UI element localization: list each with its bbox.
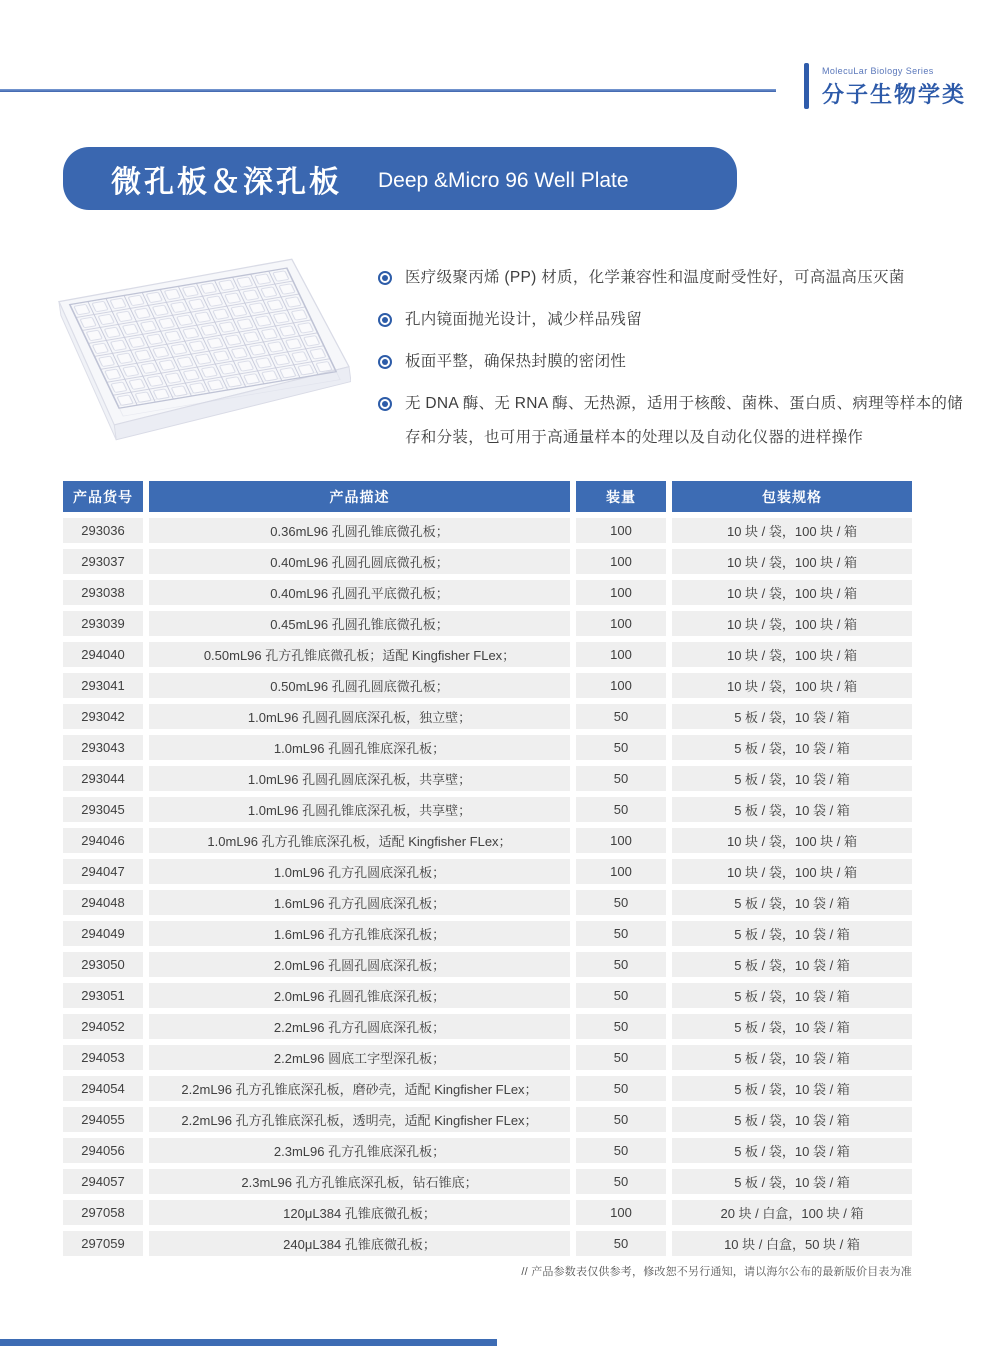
product-code-cell: 293039 [63,611,143,636]
product-desc-cell: 0.36mL96 孔圆孔锥底微孔板； [149,518,570,543]
pack-spec-cell: 5 板 / 袋，10 袋 / 箱 [672,1045,912,1070]
page-footer-bar [0,1339,497,1346]
quantity-cell: 50 [576,766,666,791]
feature-item [378,345,972,379]
product-desc-cell: 0.50mL96 孔圆孔圆底微孔板； [149,673,570,698]
table-body [63,518,912,1256]
quantity-cell: 50 [576,1076,666,1101]
product-desc-cell: 2.3mL96 孔方孔锥底深孔板，钻石锥底； [149,1169,570,1194]
quantity-cell: 50 [576,1045,666,1070]
pack-spec-cell: 10 块 / 袋，100 块 / 箱 [672,549,912,574]
table-row [63,797,912,822]
product-code-cell: 293041 [63,673,143,698]
product-desc-cell: 120μL384 孔锥底微孔板； [149,1200,570,1225]
pack-spec-cell: 20 块 / 白盒，100 块 / 箱 [672,1200,912,1225]
title-banner [63,147,737,210]
quantity-cell: 100 [576,611,666,636]
table-header-row [63,481,912,512]
quantity-cell: 50 [576,1231,666,1256]
pack-spec-cell: 5 板 / 袋，10 袋 / 箱 [672,1107,912,1132]
product-table [63,481,912,1262]
quantity-cell: 100 [576,518,666,543]
product-code-cell: 293036 [63,518,143,543]
table-row [63,890,912,915]
bullet-target-icon [378,271,392,285]
feature-text: 孔内镜面抛光设计，减少样品残留 [405,311,643,328]
product-desc-cell: 240μL384 孔锥底微孔板； [149,1231,570,1256]
table-row [63,580,912,605]
product-desc-cell: 1.6mL96 孔方孔锥底深孔板； [149,921,570,946]
feature-text: 无 DNA 酶、无 RNA 酶、无热源，适用于核酸、菌株、蛋白质、病理等样本的储存和分装，也可用于高通量样本的处理以及自动化仪器的进样操作 [405,395,963,446]
feature-text: 医疗级聚丙烯 (PP) 材质，化学兼容性和温度耐受性好，可高温高压灭菌 [405,269,905,286]
quantity-cell: 100 [576,580,666,605]
table-row [63,1076,912,1101]
pack-spec-cell: 10 块 / 袋，100 块 / 箱 [672,859,912,884]
bullet-target-icon [378,313,392,327]
bullet-target-icon [378,355,392,369]
quantity-cell: 50 [576,797,666,822]
feature-list [378,261,972,463]
product-desc-cell: 2.0mL96 孔圆孔锥底深孔板； [149,983,570,1008]
product-desc-cell: 1.6mL96 孔方孔圆底深孔板； [149,890,570,915]
pack-spec-cell: 5 板 / 袋，10 袋 / 箱 [672,797,912,822]
pack-spec-cell: 5 板 / 袋，10 袋 / 箱 [672,1169,912,1194]
quantity-cell: 50 [576,704,666,729]
product-code-cell: 293044 [63,766,143,791]
pack-spec-cell: 5 板 / 袋，10 袋 / 箱 [672,890,912,915]
pack-spec-cell: 5 板 / 袋，10 袋 / 箱 [672,1014,912,1039]
pack-spec-cell: 10 块 / 袋，100 块 / 箱 [672,642,912,667]
table-row [63,549,912,574]
product-code-cell: 294046 [63,828,143,853]
col-header-description: 产品描述 [149,481,570,512]
quantity-cell: 100 [576,549,666,574]
quantity-cell: 100 [576,1200,666,1225]
table-row [63,983,912,1008]
col-header-product-code: 产品货号 [63,481,143,512]
pack-spec-cell: 5 板 / 袋，10 袋 / 箱 [672,952,912,977]
product-desc-cell: 1.0mL96 孔圆孔圆底深孔板，独立壁； [149,704,570,729]
table-row [63,766,912,791]
pack-spec-cell: 10 块 / 袋，100 块 / 箱 [672,828,912,853]
table-row [63,828,912,853]
product-desc-cell: 1.0mL96 孔圆孔锥底深孔板，共享壁； [149,797,570,822]
product-code-cell: 294056 [63,1138,143,1163]
pack-spec-cell: 5 板 / 袋，10 袋 / 箱 [672,1076,912,1101]
pack-spec-cell: 5 板 / 袋，10 袋 / 箱 [672,1138,912,1163]
col-header-packaging: 包装规格 [672,481,912,512]
pack-spec-cell: 5 板 / 袋，10 袋 / 箱 [672,983,912,1008]
product-image [55,250,351,446]
product-desc-cell: 0.45mL96 孔圆孔锥底微孔板； [149,611,570,636]
series-subtitle: MolecuLar Biology Series [821,66,934,76]
product-desc-cell: 2.2mL96 孔方孔锥底深孔板，透明壳，适配 Kingfisher FLex； [149,1107,570,1132]
product-code-cell: 294055 [63,1107,143,1132]
table-row [63,1107,912,1132]
product-desc-cell: 2.2mL96 孔方孔圆底深孔板； [149,1014,570,1039]
pack-spec-cell: 5 板 / 袋，10 袋 / 箱 [672,735,912,760]
pack-spec-cell: 5 板 / 袋，10 袋 / 箱 [672,921,912,946]
page-title-en: Deep &Micro 96 Well Plate [378,168,629,192]
product-code-cell: 297059 [63,1231,143,1256]
well-plate-illustration [55,250,351,446]
pack-spec-cell: 5 板 / 袋，10 袋 / 箱 [672,766,912,791]
quantity-cell: 50 [576,735,666,760]
product-code-cell: 294054 [63,1076,143,1101]
product-desc-cell: 1.0mL96 孔圆孔锥底深孔板； [149,735,570,760]
pack-spec-cell: 10 块 / 袋，100 块 / 箱 [672,673,912,698]
bullet-target-icon [378,397,392,411]
table-row [63,518,912,543]
quantity-cell: 50 [576,952,666,977]
quantity-cell: 50 [576,890,666,915]
product-code-cell: 293043 [63,735,143,760]
product-code-cell: 294052 [63,1014,143,1039]
product-code-cell: 293037 [63,549,143,574]
feature-text: 板面平整，确保热封膜的密闭性 [405,353,627,370]
table-row [63,735,912,760]
table-row [63,1231,912,1256]
product-code-cell: 294047 [63,859,143,884]
product-desc-cell: 0.50mL96 孔方孔锥底微孔板；适配 Kingfisher FLex； [149,642,570,667]
quantity-cell: 50 [576,1014,666,1039]
product-code-cell: 293042 [63,704,143,729]
product-desc-cell: 1.0mL96 孔方孔圆底深孔板； [149,859,570,884]
product-desc-cell: 2.2mL96 孔方孔锥底深孔板，磨砂壳，适配 Kingfisher FLex； [149,1076,570,1101]
table-row [63,1200,912,1225]
table-row [63,952,912,977]
disclaimer-note: // 产品参数表仅供参考，修改恕不另行通知，请以海尔公布的最新版价目表为准 [521,1266,912,1278]
product-code-cell: 294057 [63,1169,143,1194]
pack-spec-cell: 10 块 / 袋，100 块 / 箱 [672,518,912,543]
table-row [63,611,912,636]
table-row [63,1169,912,1194]
table-row [63,859,912,884]
product-desc-cell: 1.0mL96 孔圆孔圆底深孔板，共享壁； [149,766,570,791]
pack-spec-cell: 10 块 / 袋，100 块 / 箱 [672,580,912,605]
product-desc-cell: 0.40mL96 孔圆孔平底微孔板； [149,580,570,605]
table-row [63,1138,912,1163]
product-code-cell: 293045 [63,797,143,822]
quantity-cell: 100 [576,673,666,698]
table-row [63,1045,912,1070]
series-accent-bar [804,63,809,109]
product-code-cell: 297058 [63,1200,143,1225]
table-row [63,673,912,698]
quantity-cell: 50 [576,1169,666,1194]
product-desc-cell: 2.3mL96 孔方孔锥底深孔板； [149,1138,570,1163]
table-row [63,704,912,729]
quantity-cell: 50 [576,1138,666,1163]
quantity-cell: 50 [576,1107,666,1132]
quantity-cell: 100 [576,828,666,853]
col-header-quantity: 装量 [576,481,666,512]
series-title: 分子生物学类 [821,82,966,107]
feature-item [378,387,972,455]
series-text-block [822,63,966,109]
product-desc-cell: 2.0mL96 孔圆孔圆底深孔板； [149,952,570,977]
pack-spec-cell: 5 板 / 袋，10 袋 / 箱 [672,704,912,729]
feature-item [378,303,972,337]
product-desc-cell: 2.2mL96 圆底工字型深孔板； [149,1045,570,1070]
table-row [63,921,912,946]
masthead [804,63,966,109]
page-title-zh: 微孔板＆深孔板 [111,165,342,199]
product-code-cell: 294053 [63,1045,143,1070]
product-code-cell: 294040 [63,642,143,667]
product-code-cell: 294048 [63,890,143,915]
table-row [63,642,912,667]
feature-item [378,261,972,295]
quantity-cell: 50 [576,983,666,1008]
pack-spec-cell: 10 块 / 袋，100 块 / 箱 [672,611,912,636]
product-code-cell: 293050 [63,952,143,977]
quantity-cell: 100 [576,859,666,884]
product-code-cell: 293051 [63,983,143,1008]
pack-spec-cell: 10 块 / 白盒，50 块 / 箱 [672,1231,912,1256]
product-desc-cell: 1.0mL96 孔方孔锥底深孔板，适配 Kingfisher FLex； [149,828,570,853]
quantity-cell: 50 [576,921,666,946]
quantity-cell: 100 [576,642,666,667]
product-desc-cell: 0.40mL96 孔圆孔圆底微孔板； [149,549,570,574]
product-code-cell: 293038 [63,580,143,605]
header-divider-line [0,89,776,92]
product-code-cell: 294049 [63,921,143,946]
table-row [63,1014,912,1039]
